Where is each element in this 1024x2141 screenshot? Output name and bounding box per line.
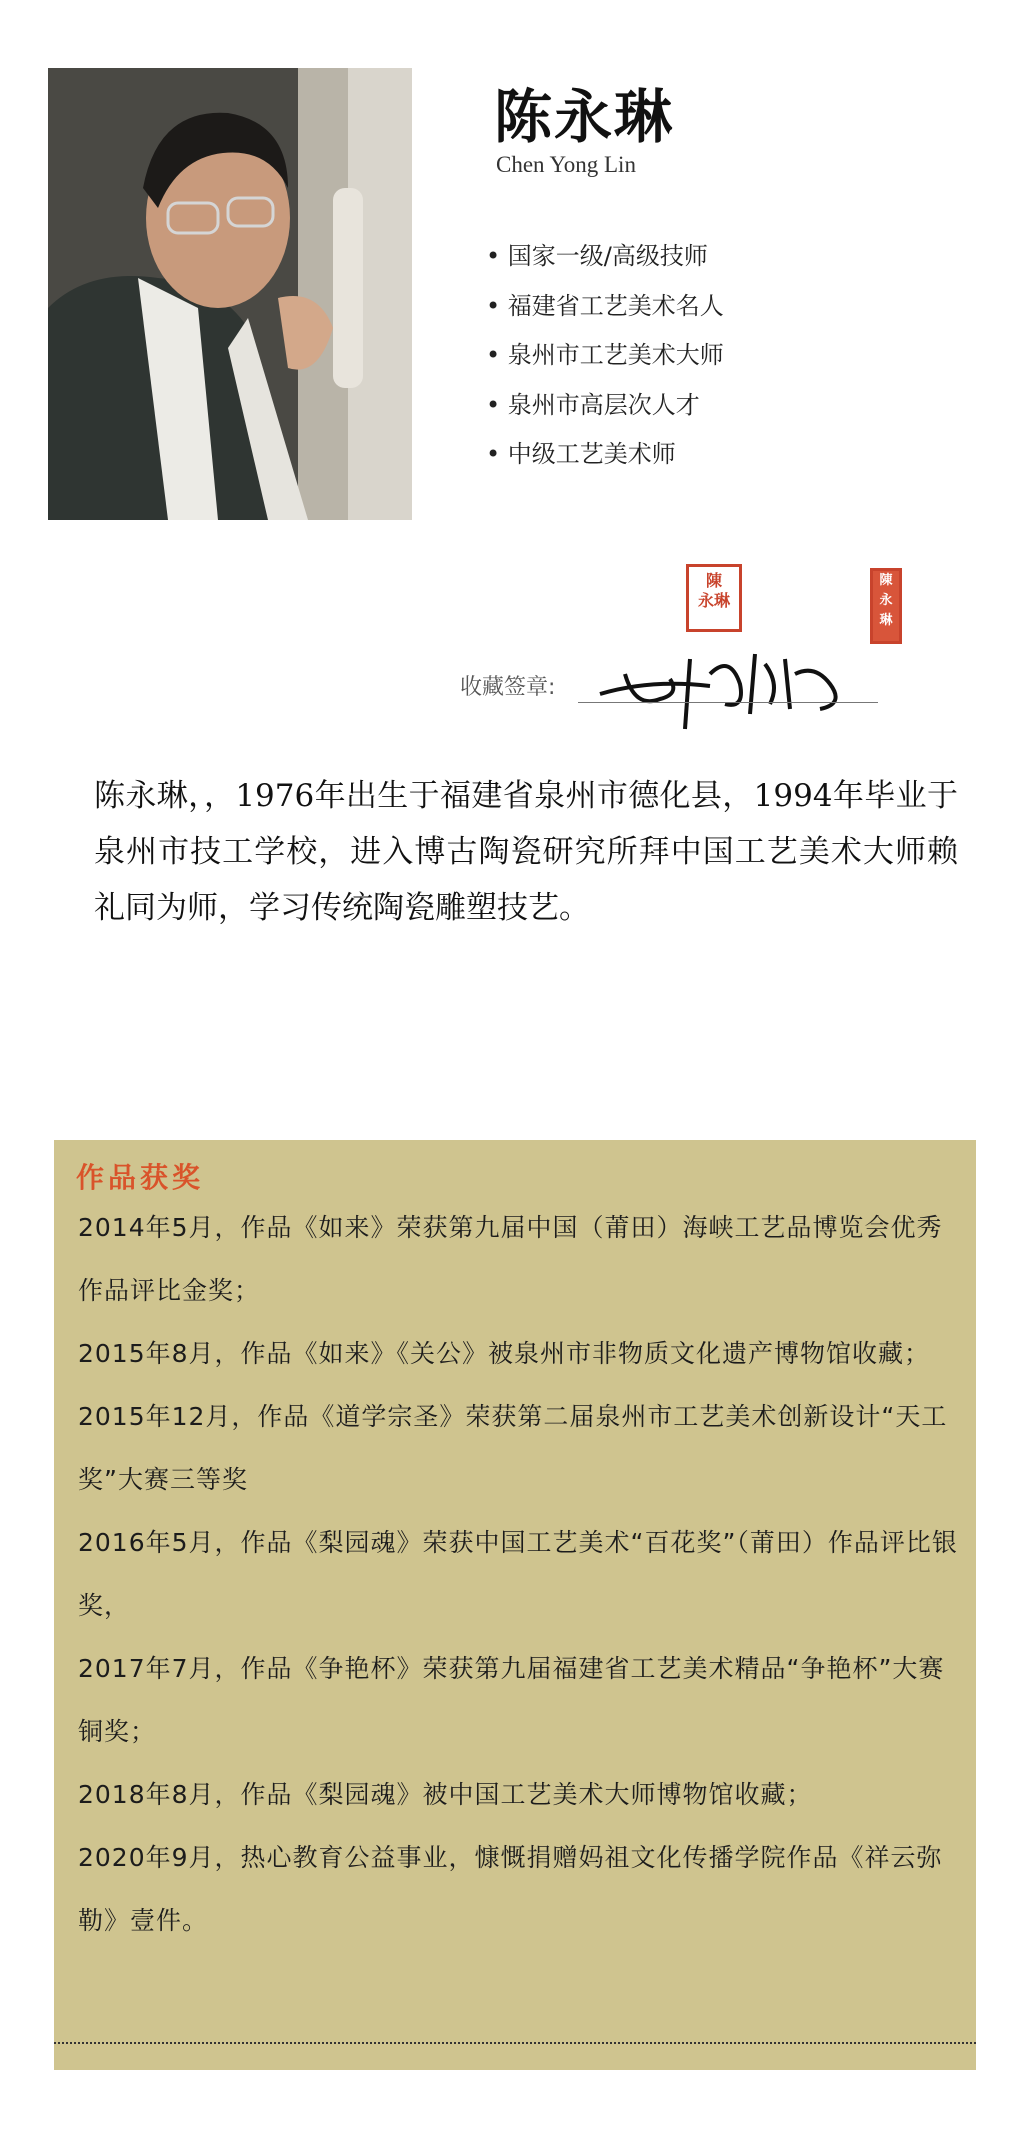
artist-name: 陈永琳 [494, 83, 675, 151]
title-item: • 福建省工艺美术名人 [486, 282, 724, 332]
title-item: • 泉州市工艺美术大师 [486, 331, 724, 381]
artist-titles [486, 232, 724, 480]
red-seal-stamp-small: 陳 永 琳 [870, 568, 902, 644]
award-item: 2017年7月，作品《争艳杯》荣获第九届福建省工艺美术精品“争艳杯”大赛铜奖； [78, 1654, 945, 1746]
red-seal-stamp: 陳 永琳 [686, 564, 742, 632]
award-list [78, 1196, 958, 1952]
award-item: 2014年5月，作品《如来》荣获第九届中国（莆田）海峡工艺品博览会优秀作品评比金奖； [78, 1213, 943, 1305]
artist-photo [48, 68, 412, 520]
signature-label: 收藏签章: [460, 675, 556, 700]
artist-name-pinyin: Chen Yong Lin [496, 152, 636, 177]
award-item: 2018年8月，作品《梨园魂》被中国工艺美术大师博物馆收藏； [78, 1780, 813, 1809]
awards-panel [54, 1140, 976, 2070]
biography-text: 陈永琳，，1976年出生于福建省泉州市德化县，1994年毕业于泉州市技工学校，进入博古陶瓷研究所拜中国工艺美术大师赖礼同为师，学习传统陶瓷雕塑技艺。 [94, 778, 958, 926]
award-item: 2015年8月，作品《如来》《关公》被泉州市非物质文化遗产博物馆收藏； [78, 1339, 931, 1368]
award-item: 2015年12月，作品《道学宗圣》荣获第二届泉州市工艺美术创新设计“天工奖”大赛三等奖 [78, 1402, 948, 1494]
title-item: • 中级工艺美术师 [486, 430, 724, 480]
awards-title: 作品获奖 [76, 1161, 205, 1194]
signature-area [450, 560, 893, 760]
award-item: 2020年9月，热心教育公益事业，慷慨捐赠妈祖文化传播学院作品《祥云弥勒》壹件。 [78, 1843, 943, 1935]
handwritten-signature [590, 624, 860, 734]
signature-line [578, 702, 878, 703]
title-item: • 泉州市高层次人才 [486, 381, 724, 431]
title-item: • 国家一级/高级技师 [486, 232, 724, 282]
dotted-divider [54, 2042, 976, 2044]
award-item: 2016年5月，作品《梨园魂》荣获中国工艺美术“百花奖”（莆田）作品评比银奖， [78, 1528, 958, 1620]
